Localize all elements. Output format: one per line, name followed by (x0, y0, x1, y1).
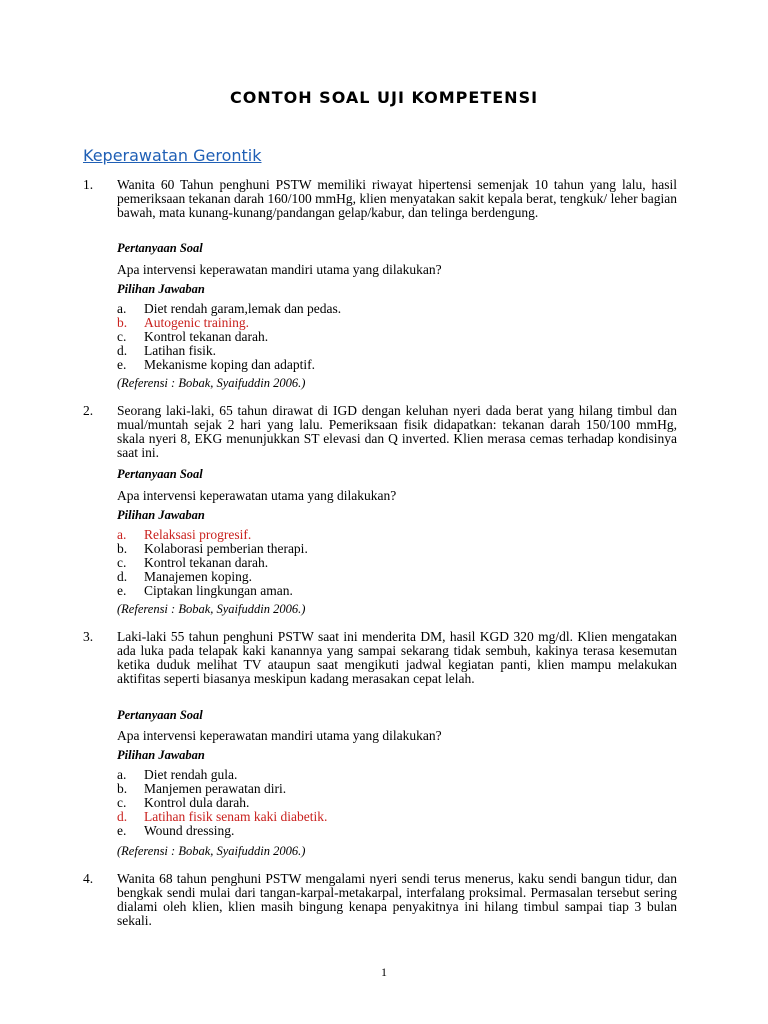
question-ask: Apa intervensi keperawatan utama yang dilakukan? (117, 488, 397, 503)
section-heading: Keperawatan Gerontik (83, 146, 262, 165)
document-title: CONTOH SOAL UJI KOMPETENSI (229, 88, 539, 107)
question-text: Seorang laki-laki, 65 tahun dirawat di IGD dengan keluhan nyeri dada berat yang hilang timbul dan mual/muntah sejak 2 hari yang lalu. Pemeriksaan fisik didapatkan: tekanan darah 150/100 mmHg, skala nyeri 8, EKG menunjukkan ST elevasi dan Q inverted. Klien merasa cemas terhadap kondisinya saat ini. (117, 403, 677, 460)
question-label: Pertanyaan Soal (117, 708, 203, 722)
answers-label: Pilihan Jawaban (117, 508, 205, 522)
document-page: CONTOH SOAL UJI KOMPETENSI Keperawatan Gerontik 1. Wanita 60 Tahun penghuni PSTW memiliki riwayat hipertensi semenjak 10 tahun yang lalu, hasil pemeriksaan tekanan darah 160/100 mmHg, klien menyatakan sakit kepala berat, tengkuk/ leher bagian bawah, mata kunang-kunang/pandangan gelap/kabur, dan telinga berdengung. Pertanyaan Soal Apa intervensi keperawatan mandiri utama yang dilakukan? Pilihan Jawaban a. Diet rendah garam,lemak dan pedas. b. Autogenic training. c. Kontrol tekanan darah. d. Latihan fisik. e. Mekanisme koping dan adaptif. (Referensi : Bobak, Syaifuddin 2006.) 2. Seorang laki-laki, 65 tahun dirawat di IGD dengan keluhan nyeri dada berat yang hilang timbul dan mual/muntah sejak 2 hari yang lalu. Pemeriksaan fisik didapatkan: tekanan darah 150/100 mmHg, skala nyeri 8, EKG menunjukkan ST elevasi dan Q inverted. Klien merasa cemas terhadap kondisinya saat ini. Pertanyaan Soal Apa intervensi keperawatan utama yang dilakukan? Pilihan Jawaban a. Relaksasi progresif. b. Kolaborasi pemberian therapi. c. Kontrol tekanan darah. d. Manajemen koping. e. Ciptakan lingkungan aman. (Referensi : Bobak, Syaifuddin 2006.) 3. Laki-laki 55 tahun penghuni PSTW saat ini menderita DM, hasil KGD 320 mg/dl. Klien mengatakan ada luka pada telapak kaki kanannya yang sampai sekarang tidak sembuh, kakinya terasa kesemutan ketika duduk melihat TV ataupun saat mengikuti jadwal kegiatan panti, klien mampu melakukan aktifitas seperti biasanya meskipun kadang merasakan cepat lelah. Pertanyaan Soal Apa intervensi keperawatan mandiri utama yang dilakukan? Pilihan Jawaban a. Diet rendah gula. b. Manjemen perawatan diri. c. Kontrol dula darah. d. Latihan fisik senam kaki diabetik. e. Wound dressing. (Referensi : Bobak, Syaifuddin 2006.) 4. Wanita 68 tahun penghuni PSTW mengalami nyeri sendi terus menerus, kaku sendi bangun tidur, dan bengkak sendi mulai dari tangan-karpal-metakarpal, interfalang proksimal. Permasalan tersebut sering dialami oleh klien, klien masih bingung kenapa penyakitnya ini hilang timbul sampai tiap 3 bulan sekali. 1 (0, 0, 768, 1024)
question-number: 3. (83, 629, 94, 644)
question-number: 2. (83, 403, 94, 418)
question-text: Wanita 68 tahun penghuni PSTW mengalami nyeri sendi terus menerus, kaku sendi bangun tidur, dan bengkak sendi mulai dari tangan-karpal-metakarpal, interfalang proksimal. Permasalan tersebut sering dialami oleh klien, klien masih bingung kenapa penyakitnya ini hilang timbul sampai tiap 3 bulan sekali. (117, 871, 677, 928)
question-ask: Apa intervensi keperawatan mandiri utama yang dilakukan? (117, 262, 442, 277)
question-text: Wanita 60 Tahun penghuni PSTW memiliki riwayat hipertensi semenjak 10 tahun yang lalu, hasil pemeriksaan tekanan darah 160/100 mmHg, klien menyatakan sakit kepala berat, tengkuk/ leher bagian bawah, mata kunang-kunang/pandangan gelap/kabur, dan telinga berdengung. (117, 177, 677, 220)
answers-label: Pilihan Jawaban (117, 282, 205, 296)
page-number: 1 (381, 965, 387, 979)
question-label: Pertanyaan Soal (117, 241, 203, 255)
reference-note: (Referensi : Bobak, Syaifuddin 2006.) (117, 844, 306, 858)
answers-label: Pilihan Jawaban (117, 748, 205, 762)
reference-note: (Referensi : Bobak, Syaifuddin 2006.) (117, 602, 306, 616)
question-ask: Apa intervensi keperawatan mandiri utama yang dilakukan? (117, 728, 442, 743)
question-text: Laki-laki 55 tahun penghuni PSTW saat ini menderita DM, hasil KGD 320 mg/dl. Klien mengatakan ada luka pada telapak kaki kanannya yang sampai sekarang tidak sembuh, kakinya terasa kesemutan ketika duduk melihat TV ataupun saat mengikuti jadwal kegiatan panti, klien mampu melakukan aktifitas seperti biasanya meskipun kadang merasakan cepat lelah. (117, 629, 677, 686)
question-label: Pertanyaan Soal (117, 467, 203, 481)
reference-note: (Referensi : Bobak, Syaifuddin 2006.) (117, 376, 306, 390)
question-number: 1. (83, 177, 94, 192)
question-number: 4. (83, 871, 94, 886)
